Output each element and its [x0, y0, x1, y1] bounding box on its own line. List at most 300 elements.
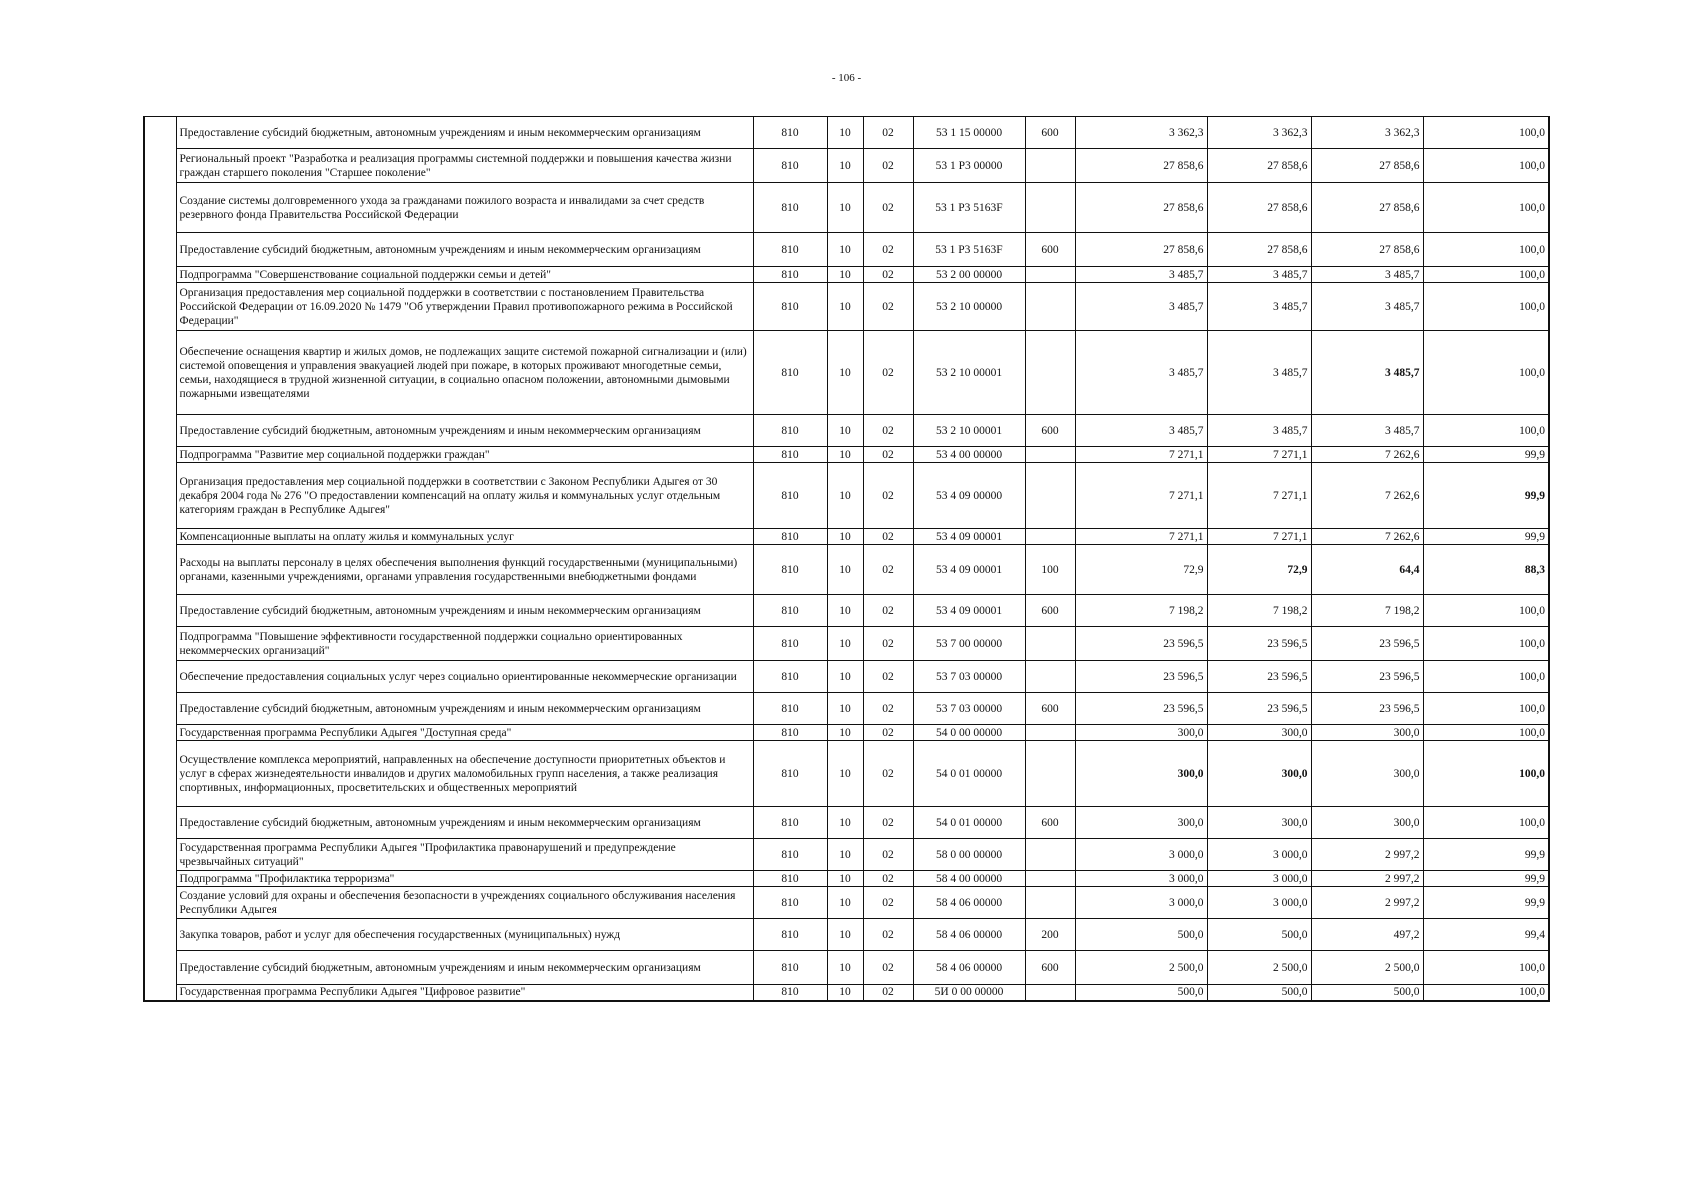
row-executed: 7 262,6 — [1311, 447, 1423, 463]
row-pr: 02 — [863, 661, 913, 693]
row-pr: 02 — [863, 887, 913, 919]
row-approved: 500,0 — [1075, 919, 1207, 951]
row-revised: 2 500,0 — [1207, 951, 1311, 985]
row-csr: 58 0 00 00000 — [913, 839, 1025, 871]
row-name: Обеспечение предоставления социальных услуг через социально ориентированные некоммерческие организации — [176, 661, 753, 693]
row-vr — [1025, 887, 1075, 919]
row-rz: 10 — [827, 661, 863, 693]
row-approved: 27 858,6 — [1075, 233, 1207, 267]
row-csr: 53 4 09 00001 — [913, 595, 1025, 627]
row-gutter — [144, 529, 176, 545]
row-gutter — [144, 661, 176, 693]
row-gutter — [144, 447, 176, 463]
row-ved: 810 — [753, 233, 827, 267]
row-csr: 54 0 01 00000 — [913, 807, 1025, 839]
table-row — [144, 741, 1549, 807]
row-name: Региональный проект "Разработка и реализация программы системной поддержки и повышения качества жизни граждан старшего поколения "Старшее поколение" — [176, 149, 753, 183]
row-csr: 53 2 10 00001 — [913, 331, 1025, 415]
row-gutter — [144, 741, 176, 807]
row-executed: 23 596,5 — [1311, 627, 1423, 661]
row-csr: 53 4 09 00000 — [913, 463, 1025, 529]
row-ved: 810 — [753, 331, 827, 415]
row-rz: 10 — [827, 233, 863, 267]
row-percent: 100,0 — [1423, 283, 1549, 331]
row-percent: 100,0 — [1423, 267, 1549, 283]
row-csr: 53 7 03 00000 — [913, 693, 1025, 725]
row-name: Организация предоставления мер социальной поддержки в соответствии с постановлением Правительства Российской Федерации от 16.09.2020 № 1479 "Об утверждении Правил противопожарного режима в Российской Федерации" — [176, 283, 753, 331]
row-percent: 100,0 — [1423, 233, 1549, 267]
table-row — [144, 627, 1549, 661]
row-rz: 10 — [827, 529, 863, 545]
row-ved: 810 — [753, 117, 827, 149]
row-vr — [1025, 447, 1075, 463]
row-executed: 23 596,5 — [1311, 693, 1423, 725]
row-rz: 10 — [827, 741, 863, 807]
row-gutter — [144, 233, 176, 267]
row-vr — [1025, 741, 1075, 807]
row-executed: 3 485,7 — [1311, 331, 1423, 415]
row-executed: 64,4 — [1311, 545, 1423, 595]
row-rz: 10 — [827, 149, 863, 183]
row-gutter — [144, 887, 176, 919]
row-rz: 10 — [827, 267, 863, 283]
row-name: Подпрограмма "Профилактика терроризма" — [176, 871, 753, 887]
page-number: - 106 - — [831, 72, 862, 84]
row-name: Обеспечение оснащения квартир и жилых домов, не подлежащих защите системой пожарной сигнализации и (или) системой оповещения и управления эвакуацией людей при пожаре, в которых проживают многодетные семьи, семьи, находящиеся в трудной жизненной ситуации, в социально опасном положении, автономными дымовыми пожарными извещателями — [176, 331, 753, 415]
row-executed: 500,0 — [1311, 985, 1423, 1001]
row-percent: 99,9 — [1423, 529, 1549, 545]
row-ved: 810 — [753, 693, 827, 725]
row-rz: 10 — [827, 415, 863, 447]
table-row — [144, 415, 1549, 447]
row-ved: 810 — [753, 283, 827, 331]
table-row — [144, 283, 1549, 331]
row-revised: 7 198,2 — [1207, 595, 1311, 627]
table-row — [144, 595, 1549, 627]
row-approved: 23 596,5 — [1075, 627, 1207, 661]
row-gutter — [144, 463, 176, 529]
budget-table — [143, 116, 1550, 1002]
row-vr: 600 — [1025, 951, 1075, 985]
row-revised: 3 362,3 — [1207, 117, 1311, 149]
row-approved: 3 485,7 — [1075, 283, 1207, 331]
row-ved: 810 — [753, 887, 827, 919]
table-row — [144, 117, 1549, 149]
row-approved: 3 485,7 — [1075, 415, 1207, 447]
row-vr — [1025, 529, 1075, 545]
row-percent: 88,3 — [1423, 545, 1549, 595]
table-row — [144, 839, 1549, 871]
row-name: Предоставление субсидий бюджетным, автономным учреждениям и иным некоммерческим организациям — [176, 693, 753, 725]
table-row — [144, 149, 1549, 183]
table-row — [144, 233, 1549, 267]
row-executed: 3 362,3 — [1311, 117, 1423, 149]
row-pr: 02 — [863, 283, 913, 331]
row-pr: 02 — [863, 463, 913, 529]
table-row — [144, 529, 1549, 545]
row-approved: 27 858,6 — [1075, 149, 1207, 183]
row-vr — [1025, 871, 1075, 887]
row-pr: 02 — [863, 725, 913, 741]
row-name: Закупка товаров, работ и услуг для обеспечения государственных (муниципальных) нужд — [176, 919, 753, 951]
row-rz: 10 — [827, 871, 863, 887]
row-rz: 10 — [827, 919, 863, 951]
row-pr: 02 — [863, 267, 913, 283]
row-vr — [1025, 463, 1075, 529]
row-csr: 58 4 06 00000 — [913, 919, 1025, 951]
row-vr: 600 — [1025, 415, 1075, 447]
table-row — [144, 985, 1549, 1001]
row-pr: 02 — [863, 331, 913, 415]
row-csr: 58 4 06 00000 — [913, 887, 1025, 919]
row-executed: 2 500,0 — [1311, 951, 1423, 985]
row-gutter — [144, 331, 176, 415]
row-approved: 500,0 — [1075, 985, 1207, 1001]
row-revised: 3 485,7 — [1207, 283, 1311, 331]
row-ved: 810 — [753, 871, 827, 887]
row-vr: 600 — [1025, 693, 1075, 725]
row-ved: 810 — [753, 183, 827, 233]
row-gutter — [144, 183, 176, 233]
row-ved: 810 — [753, 529, 827, 545]
row-percent: 99,4 — [1423, 919, 1549, 951]
row-percent: 100,0 — [1423, 807, 1549, 839]
row-percent: 100,0 — [1423, 331, 1549, 415]
row-executed: 2 997,2 — [1311, 871, 1423, 887]
row-name: Предоставление субсидий бюджетным, автономным учреждениям и иным некоммерческим организациям — [176, 807, 753, 839]
row-csr: 53 4 09 00001 — [913, 529, 1025, 545]
row-approved: 2 500,0 — [1075, 951, 1207, 985]
row-vr: 100 — [1025, 545, 1075, 595]
row-executed: 300,0 — [1311, 725, 1423, 741]
row-executed: 27 858,6 — [1311, 149, 1423, 183]
row-ved: 810 — [753, 725, 827, 741]
row-csr: 53 7 03 00000 — [913, 661, 1025, 693]
row-rz: 10 — [827, 283, 863, 331]
row-revised: 27 858,6 — [1207, 183, 1311, 233]
table-row — [144, 725, 1549, 741]
row-vr — [1025, 183, 1075, 233]
row-name: Предоставление субсидий бюджетным, автономным учреждениям и иным некоммерческим организациям — [176, 415, 753, 447]
row-name: Организация предоставления мер социальной поддержки в соответствии с Законом Республики Адыгея от 30 декабря 2004 года № 276 "О предоставлении компенсаций на оплату жилья и коммунальных услуг отдельным категориям граждан в Республике Адыгея" — [176, 463, 753, 529]
row-revised: 500,0 — [1207, 985, 1311, 1001]
row-pr: 02 — [863, 447, 913, 463]
row-approved: 3 485,7 — [1075, 331, 1207, 415]
row-csr: 53 1 P3 5163F — [913, 183, 1025, 233]
row-ved: 810 — [753, 807, 827, 839]
row-revised: 300,0 — [1207, 741, 1311, 807]
row-gutter — [144, 117, 176, 149]
row-ved: 810 — [753, 149, 827, 183]
row-csr: 58 4 00 00000 — [913, 871, 1025, 887]
row-name: Государственная программа Республики Адыгея "Профилактика правонарушений и предупреждение чрезвычайных ситуаций" — [176, 839, 753, 871]
row-revised: 23 596,5 — [1207, 661, 1311, 693]
row-pr: 02 — [863, 693, 913, 725]
row-executed: 23 596,5 — [1311, 661, 1423, 693]
row-approved: 3 485,7 — [1075, 267, 1207, 283]
row-pr: 02 — [863, 529, 913, 545]
row-gutter — [144, 725, 176, 741]
row-revised: 500,0 — [1207, 919, 1311, 951]
row-csr: 54 0 00 00000 — [913, 725, 1025, 741]
table-row — [144, 951, 1549, 985]
row-vr — [1025, 661, 1075, 693]
row-revised: 3 000,0 — [1207, 871, 1311, 887]
row-ved: 810 — [753, 415, 827, 447]
row-vr — [1025, 283, 1075, 331]
table-row — [144, 267, 1549, 283]
row-percent: 100,0 — [1423, 415, 1549, 447]
row-approved: 300,0 — [1075, 725, 1207, 741]
row-approved: 7 198,2 — [1075, 595, 1207, 627]
row-percent: 100,0 — [1423, 627, 1549, 661]
row-executed: 2 997,2 — [1311, 839, 1423, 871]
row-gutter — [144, 871, 176, 887]
row-rz: 10 — [827, 331, 863, 415]
row-percent: 100,0 — [1423, 117, 1549, 149]
row-ved: 810 — [753, 627, 827, 661]
row-ved: 810 — [753, 951, 827, 985]
row-approved: 300,0 — [1075, 807, 1207, 839]
row-approved: 7 271,1 — [1075, 529, 1207, 545]
row-executed: 7 198,2 — [1311, 595, 1423, 627]
row-vr — [1025, 149, 1075, 183]
row-csr: 53 7 00 00000 — [913, 627, 1025, 661]
row-executed: 2 997,2 — [1311, 887, 1423, 919]
row-rz: 10 — [827, 839, 863, 871]
row-name: Предоставление субсидий бюджетным, автономным учреждениям и иным некоммерческим организациям — [176, 951, 753, 985]
row-ved: 810 — [753, 447, 827, 463]
row-gutter — [144, 951, 176, 985]
row-name: Государственная программа Республики Адыгея "Цифровое развитие" — [176, 985, 753, 1001]
row-pr: 02 — [863, 627, 913, 661]
row-executed: 300,0 — [1311, 741, 1423, 807]
row-csr: 58 4 06 00000 — [913, 951, 1025, 985]
row-ved: 810 — [753, 985, 827, 1001]
row-rz: 10 — [827, 463, 863, 529]
row-pr: 02 — [863, 919, 913, 951]
row-percent: 100,0 — [1423, 951, 1549, 985]
row-name: Создание системы долговременного ухода за гражданами пожилого возраста и инвалидами за счет средств резервного фонда Правительства Российской Федерации — [176, 183, 753, 233]
row-csr: 53 1 15 00000 — [913, 117, 1025, 149]
table-row — [144, 807, 1549, 839]
table-body — [144, 117, 1549, 1001]
row-gutter — [144, 693, 176, 725]
row-revised: 3 000,0 — [1207, 839, 1311, 871]
row-ved: 810 — [753, 463, 827, 529]
row-executed: 3 485,7 — [1311, 415, 1423, 447]
row-gutter — [144, 415, 176, 447]
row-percent: 100,0 — [1423, 741, 1549, 807]
row-rz: 10 — [827, 627, 863, 661]
row-gutter — [144, 283, 176, 331]
row-executed: 7 262,6 — [1311, 463, 1423, 529]
row-vr — [1025, 725, 1075, 741]
row-pr: 02 — [863, 415, 913, 447]
row-revised: 7 271,1 — [1207, 463, 1311, 529]
row-approved: 7 271,1 — [1075, 447, 1207, 463]
table-row — [144, 871, 1549, 887]
row-ved: 810 — [753, 839, 827, 871]
row-revised: 3 485,7 — [1207, 331, 1311, 415]
row-rz: 10 — [827, 447, 863, 463]
row-pr: 02 — [863, 117, 913, 149]
row-approved: 3 362,3 — [1075, 117, 1207, 149]
row-vr: 200 — [1025, 919, 1075, 951]
table-row — [144, 545, 1549, 595]
row-gutter — [144, 595, 176, 627]
row-percent: 100,0 — [1423, 725, 1549, 741]
row-ved: 810 — [753, 741, 827, 807]
row-csr: 54 0 01 00000 — [913, 741, 1025, 807]
row-vr: 600 — [1025, 595, 1075, 627]
table-row — [144, 661, 1549, 693]
table-row — [144, 887, 1549, 919]
row-percent: 100,0 — [1423, 595, 1549, 627]
row-percent: 100,0 — [1423, 149, 1549, 183]
table-row — [144, 693, 1549, 725]
row-revised: 300,0 — [1207, 725, 1311, 741]
row-revised: 7 271,1 — [1207, 529, 1311, 545]
row-revised: 23 596,5 — [1207, 693, 1311, 725]
row-name: Подпрограмма "Развитие мер социальной поддержки граждан" — [176, 447, 753, 463]
row-vr — [1025, 985, 1075, 1001]
row-executed: 3 485,7 — [1311, 283, 1423, 331]
table-row — [144, 463, 1549, 529]
row-percent: 99,9 — [1423, 447, 1549, 463]
row-name: Предоставление субсидий бюджетным, автономным учреждениям и иным некоммерческим организациям — [176, 117, 753, 149]
row-revised: 72,9 — [1207, 545, 1311, 595]
row-rz: 10 — [827, 807, 863, 839]
row-vr: 600 — [1025, 117, 1075, 149]
row-csr: 53 1 P3 00000 — [913, 149, 1025, 183]
row-revised: 3 485,7 — [1207, 415, 1311, 447]
row-rz: 10 — [827, 985, 863, 1001]
row-pr: 02 — [863, 233, 913, 267]
row-approved: 23 596,5 — [1075, 661, 1207, 693]
row-approved: 3 000,0 — [1075, 871, 1207, 887]
table-row — [144, 447, 1549, 463]
row-gutter — [144, 807, 176, 839]
row-approved: 27 858,6 — [1075, 183, 1207, 233]
row-revised: 7 271,1 — [1207, 447, 1311, 463]
row-name: Создание условий для охраны и обеспечения безопасности в учреждениях социального обслуживания населения Республики Адыгея — [176, 887, 753, 919]
row-rz: 10 — [827, 183, 863, 233]
row-ved: 810 — [753, 919, 827, 951]
row-vr: 600 — [1025, 807, 1075, 839]
row-name: Расходы на выплаты персоналу в целях обеспечения выполнения функций государственными (муниципальными) органами, казенными учреждениями, органами управления государственными внебюджетными фондами — [176, 545, 753, 595]
row-executed: 7 262,6 — [1311, 529, 1423, 545]
row-ved: 810 — [753, 267, 827, 283]
row-name: Предоставление субсидий бюджетным, автономным учреждениям и иным некоммерческим организациям — [176, 233, 753, 267]
row-gutter — [144, 839, 176, 871]
row-pr: 02 — [863, 595, 913, 627]
row-pr: 02 — [863, 149, 913, 183]
row-name: Подпрограмма "Повышение эффективности государственной поддержки социально ориентированных некоммерческих организаций" — [176, 627, 753, 661]
row-revised: 27 858,6 — [1207, 233, 1311, 267]
row-ved: 810 — [753, 545, 827, 595]
row-name: Государственная программа Республики Адыгея "Доступная среда" — [176, 725, 753, 741]
row-pr: 02 — [863, 183, 913, 233]
row-vr — [1025, 627, 1075, 661]
row-revised: 3 000,0 — [1207, 887, 1311, 919]
row-percent: 100,0 — [1423, 661, 1549, 693]
row-name: Подпрограмма "Совершенствование социальной поддержки семьи и детей" — [176, 267, 753, 283]
row-percent: 99,9 — [1423, 887, 1549, 919]
row-name: Предоставление субсидий бюджетным, автономным учреждениям и иным некоммерческим организациям — [176, 595, 753, 627]
row-approved: 7 271,1 — [1075, 463, 1207, 529]
row-executed: 27 858,6 — [1311, 233, 1423, 267]
row-percent: 99,9 — [1423, 839, 1549, 871]
row-gutter — [144, 919, 176, 951]
row-gutter — [144, 545, 176, 595]
row-percent: 100,0 — [1423, 985, 1549, 1001]
row-csr: 53 1 P3 5163F — [913, 233, 1025, 267]
row-rz: 10 — [827, 545, 863, 595]
row-pr: 02 — [863, 985, 913, 1001]
row-approved: 23 596,5 — [1075, 693, 1207, 725]
table-row — [144, 183, 1549, 233]
row-approved: 72,9 — [1075, 545, 1207, 595]
row-vr: 600 — [1025, 233, 1075, 267]
row-pr: 02 — [863, 807, 913, 839]
row-executed: 300,0 — [1311, 807, 1423, 839]
row-vr — [1025, 331, 1075, 415]
row-pr: 02 — [863, 871, 913, 887]
row-revised: 27 858,6 — [1207, 149, 1311, 183]
table-row — [144, 919, 1549, 951]
table-row — [144, 331, 1549, 415]
row-ved: 810 — [753, 661, 827, 693]
row-rz: 10 — [827, 117, 863, 149]
row-csr: 53 2 10 00001 — [913, 415, 1025, 447]
row-rz: 10 — [827, 725, 863, 741]
row-gutter — [144, 627, 176, 661]
row-name: Осуществление комплекса мероприятий, направленных на обеспечение доступности приоритетных объектов и услуг в сферах жизнедеятельности инвалидов и других маломобильных групп населения, а также реализация спортивных, информационных, просветительских и общественных мероприятий — [176, 741, 753, 807]
row-executed: 27 858,6 — [1311, 183, 1423, 233]
row-rz: 10 — [827, 595, 863, 627]
row-name: Компенсационные выплаты на оплату жилья и коммунальных услуг — [176, 529, 753, 545]
row-percent: 100,0 — [1423, 693, 1549, 725]
row-ved: 810 — [753, 595, 827, 627]
row-csr: 53 4 09 00001 — [913, 545, 1025, 595]
row-percent: 99,9 — [1423, 871, 1549, 887]
row-revised: 3 485,7 — [1207, 267, 1311, 283]
row-approved: 3 000,0 — [1075, 887, 1207, 919]
row-csr: 53 2 10 00000 — [913, 283, 1025, 331]
row-revised: 300,0 — [1207, 807, 1311, 839]
row-revised: 23 596,5 — [1207, 627, 1311, 661]
row-gutter — [144, 149, 176, 183]
row-approved: 300,0 — [1075, 741, 1207, 807]
row-rz: 10 — [827, 951, 863, 985]
row-percent: 100,0 — [1423, 183, 1549, 233]
row-percent: 99,9 — [1423, 463, 1549, 529]
row-vr — [1025, 267, 1075, 283]
row-rz: 10 — [827, 887, 863, 919]
row-vr — [1025, 839, 1075, 871]
row-pr: 02 — [863, 839, 913, 871]
row-executed: 3 485,7 — [1311, 267, 1423, 283]
row-pr: 02 — [863, 951, 913, 985]
row-rz: 10 — [827, 693, 863, 725]
row-csr: 53 4 00 00000 — [913, 447, 1025, 463]
row-gutter — [144, 985, 176, 1001]
row-approved: 3 000,0 — [1075, 839, 1207, 871]
row-pr: 02 — [863, 545, 913, 595]
row-executed: 497,2 — [1311, 919, 1423, 951]
row-gutter — [144, 267, 176, 283]
